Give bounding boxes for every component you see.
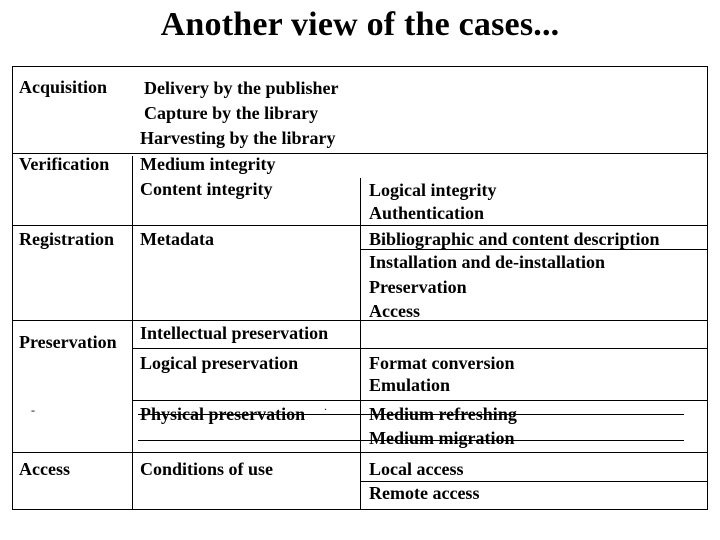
stray-dash-mark: - bbox=[31, 403, 35, 417]
preservation-logical-detail: Format conversion bbox=[369, 353, 515, 373]
verification-detail: Authentication bbox=[369, 203, 485, 223]
row-divider-registration-right bbox=[360, 249, 708, 250]
preservation-physical-detail: Medium migration bbox=[369, 428, 515, 448]
access-item: Conditions of use bbox=[140, 459, 274, 479]
row-label-preservation: Preservation bbox=[19, 332, 117, 352]
preservation-physical-detail: Medium refreshing bbox=[369, 404, 517, 424]
registration-detail: Bibliographic and content description bbox=[369, 229, 660, 249]
column-divider-right bbox=[360, 178, 361, 510]
acquisition-item: Capture by the library bbox=[144, 103, 319, 123]
registration-detail: Installation and de-installation bbox=[369, 252, 606, 272]
row-label-acquisition: Acquisition bbox=[19, 77, 108, 97]
page-title: Another view of the cases... bbox=[160, 6, 560, 43]
row-label-registration: Registration bbox=[19, 229, 114, 249]
acquisition-item: Delivery by the publisher bbox=[144, 78, 339, 98]
access-detail: Remote access bbox=[369, 483, 480, 503]
preservation-item: Logical preservation bbox=[140, 353, 299, 373]
row-divider-preservation bbox=[12, 320, 708, 321]
row-divider-verification bbox=[12, 153, 708, 154]
access-detail: Local access bbox=[369, 459, 464, 479]
registration-item: Metadata bbox=[140, 229, 214, 249]
acquisition-item: Harvesting by the library bbox=[140, 128, 336, 148]
verification-item: Medium integrity bbox=[140, 154, 276, 174]
row-divider-remote-access bbox=[360, 481, 708, 482]
column-divider-left bbox=[132, 156, 133, 510]
row-label-verification: Verification bbox=[19, 154, 110, 174]
row-divider-physical bbox=[132, 400, 708, 401]
registration-detail: Access bbox=[369, 301, 420, 321]
row-divider-registration bbox=[12, 225, 708, 226]
preservation-logical-detail: Emulation bbox=[369, 375, 451, 395]
stray-dot-mark: . bbox=[324, 399, 327, 413]
preservation-item: Intellectual preservation bbox=[140, 323, 329, 343]
verification-detail: Logical integrity bbox=[369, 180, 497, 200]
registration-detail: Preservation bbox=[369, 277, 467, 297]
row-divider-access bbox=[12, 452, 708, 453]
row-divider-logical bbox=[132, 348, 708, 349]
row-label-access: Access bbox=[19, 459, 70, 479]
verification-item: Content integrity bbox=[140, 179, 273, 199]
preservation-item: Physical preservation bbox=[140, 404, 306, 424]
